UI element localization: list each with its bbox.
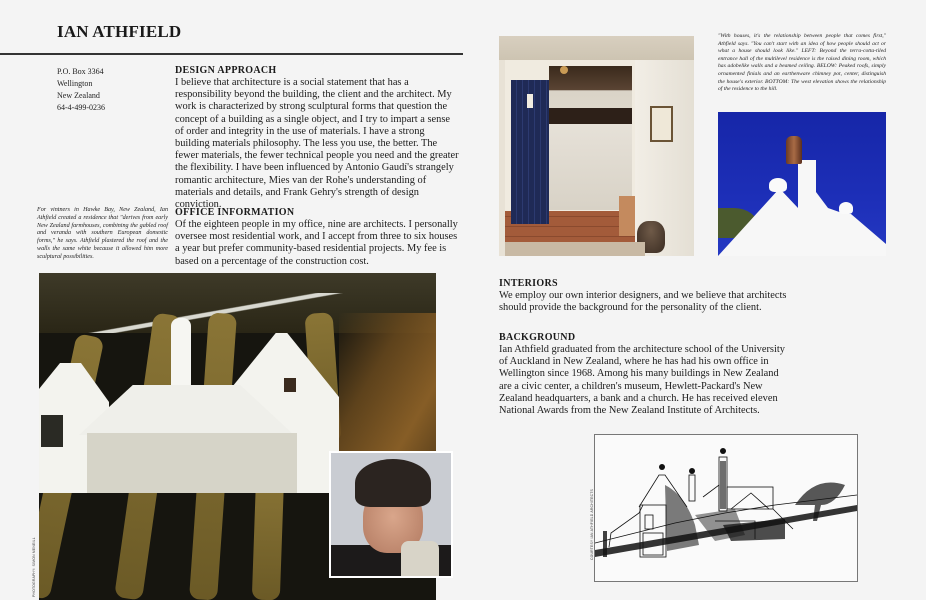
section-heading: DESIGN APPROACH [175, 65, 277, 76]
section-body: I believe that architecture is a social statement that has a responsibility beyond the building, the client and the architect. My work is characterized by strong sculptural forms that question the concept of a building as a single object, and I try to impart a sense of order and integrity in the use of materials. I have a strong building materials philosophy. The less you use, the better. The fewer materials, the fewer technical people you need and the greater the flexibility. I have been influenced by Antonio Gaudí's strangely romantic architecture, Mies van der Rohe's understanding of materials and details, and Frank Gehry's strength of design conviction. [175, 77, 459, 211]
address-line: 64-4-499-0236 [57, 103, 105, 112]
address-line: P.O. Box 3364 [57, 67, 104, 76]
photo-caption-right: "With houses, it's the relationship between people that comes first," Athfield says. "You can't start with an idea of how people should act or what a house should look like." LEFT: Beyond the terra-cotta-tiled entrance hall of the multilevel residence is the raised dining room, which has adobelike walls and a beamed ceiling. BELOW: Peaked roofs, simply ornamented finials and an earthenware chimney pot, center, distinguish the house's exterior. BOTTOM: The west elevation shows the relationship of the residence to the hill. [718, 33, 886, 93]
section-heading: INTERIORS [499, 278, 558, 289]
finial [839, 202, 853, 214]
photo-caption-left: For vintners in Hawke Bay, New Zealand, Ian Athfield created a residence that "derives from early New Zealand farmhouses, combining the gabled roof and veranda with southern European domestic forms," he says. Athfield plastered the roof and the walls the same white because it allowed him more sculptural possibilities. [37, 207, 168, 260]
framed-picture [650, 106, 673, 142]
section-body: We employ our own interior designers, and we believe that architects should provide the background for the personality of the client. [499, 290, 787, 314]
background-section [499, 332, 789, 417]
entrance-hall-photo [499, 36, 694, 256]
design-approach-section [175, 65, 460, 211]
interiors-section [499, 278, 789, 314]
page-title: IAN ATHFIELD [57, 22, 182, 41]
lamp-icon [560, 66, 568, 74]
section-body: Ian Athfield graduated from the architecture school of the University of Auckland in New Zealand, where he has had his own office in Wellington since 1968. Among his many buildings in New Zealand are a civic center, a children's museum, Hewlett-Packard's New Zealand headquarters, a bank and a church. He has received eleven National Awards from the New Zealand Institute of Architects. [499, 344, 785, 417]
header-rule [0, 53, 463, 55]
section-heading: OFFICE INFORMATION [175, 207, 295, 218]
office-information-section [175, 207, 460, 268]
address-line: Wellington [57, 79, 93, 88]
photo-credit-right: COURTESY IAN ATHFIELD ARCHITECTS [590, 488, 594, 560]
chimney-pot [786, 136, 802, 164]
section-body: Of the eighteen people in my office, nine are architects. I personally oversee most residential work, and I accept from three to six houses a year but prefer community-based residential projects. My fee is based on a percentage of the construction cost. [175, 219, 458, 267]
finial [769, 178, 787, 192]
photo-credit-left: PHOTOGRAPHY: SIMON MENEILL [32, 537, 36, 597]
address-block [57, 66, 105, 114]
architect-portrait-photo [329, 451, 453, 578]
roof-finials-photo [718, 112, 886, 256]
west-elevation-drawing [594, 434, 858, 582]
address-line: New Zealand [57, 91, 100, 100]
section-heading: BACKGROUND [499, 332, 576, 343]
elevation-sketch-icon [595, 435, 857, 581]
